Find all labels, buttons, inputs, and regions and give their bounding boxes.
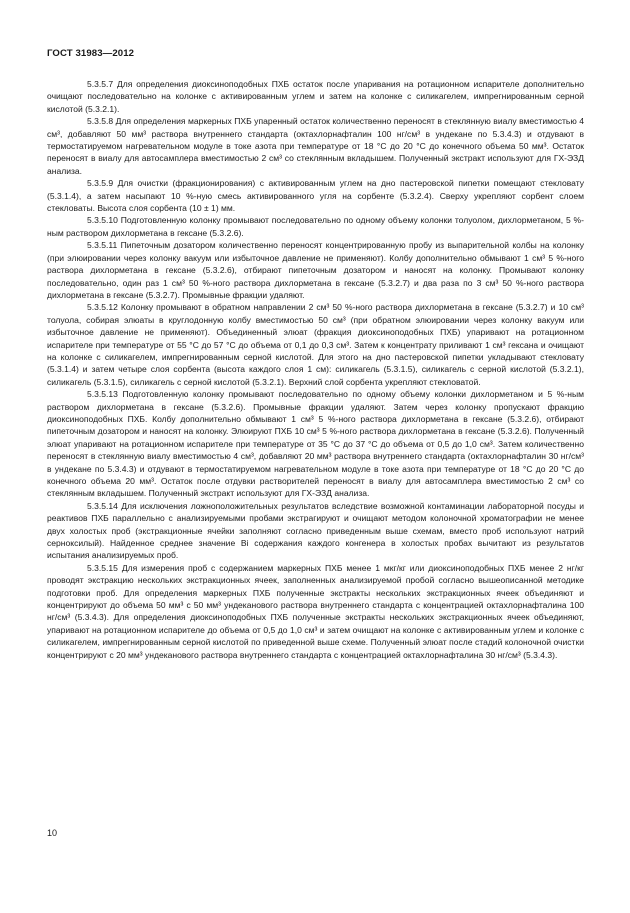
paragraph-5-3-5-12: 5.3.5.12 Колонку промывают в обратном направлении 2 см³ 50 %-ного раствора дихлорметана в гексане (5.3.2.7) и 10 см³ толуола, собирая элюаты в круглодонную колбу вместимостью 50 см³ (при обратном элюировании через колонку вакуум или избыточное давление не применяют). Объединенный элюат (фракция диоксиноподобных ПХБ) упаривают на ротационном испарителе при температуре от 55 °С до 57 °С до объема от 0,1 до 0,3 см³. Затем к концентрату приливают 1 см³ гексана и очищают на колонке с силикагелем, импрегнированным серной кислотой. Для этого на дно пастеровской пипетки укладывают стекловату (5.3.1.4) и затем четыре слоя сорбента (высота каждого слоя 1 см): силикагель (5.3.1.5), силикагель с серной кислотой (5.3.2.1), силикагель (5.3.1.5), силикагель с серной кислотой (5.3.2.1). Верхний слой сорбента укрепляют стекловатой. <box>47 302 584 387</box>
paragraph-5-3-5-8: 5.3.5.8 Для определения маркерных ПХБ упаренный остаток количественно переносят в стеклянную виалу вместимостью 4 см³, добавляют 50 мм³ раствора внутреннего стандарта (октахлорнафталин 100 нг/см³ в ундекане по 5.3.4.3) и отдувают в термостатируемом нагревательном модуле в токе азота при температуре от 18 °С до 20 °С до конечного объема 50 мм³. Остаток переносят в виалу для автосамплера вместимостью 2 см³ со стеклянным вкладышем. Полученный экстракт используют для ГХ-ЭЗД анализа. <box>47 116 584 176</box>
paragraph-5-3-5-10: 5.3.5.10 Подготовленную колонку промывают последовательно по одному объему колонки толуолом, дихлорметаном, 5 %-ным раствором дихлорметана в гексане (5.3.2.6). <box>47 215 584 238</box>
paragraph-5-3-5-15: 5.3.5.15 Для измерения проб с содержанием маркерных ПХБ менее 1 мкг/кг или диоксиноподобных ПХБ менее 2 нг/кг проводят экстракцию нескольких экстракционных ячеек, заполненных анализируемой пробой согласно вышеописанной методике подготовки проб. Для определения маркерных ПХБ полученные экстракты нескольких экстракционных ячеек объединяют и концентрируют до объема 50 мм³ с 50 мм³ ундеканового раствора внутреннего стандарта с концентрацией октахлорнафталина 100 нг/см³ (5.3.4.3). Для определения диоксиноподобных ПХБ полученные экстракты нескольких экстракционных ячеек объединяют, упаривают на ротационном испарителе до объема от 0,5 до 1,0 см³ и затем очищают на колонке с активированным углем и колонке с силикагелем, импрегнированным серной кислотой по приведенной выше схеме. Полученный элюат после стадий колоночной очистки концентрируют с 20 мм³ ундеканового раствора внутреннего стандарта с концентрацией октахлорнафталина 30 нг/см³ (5.3.4.3). <box>47 562 584 660</box>
paragraph-5-3-5-9: 5.3.5.9 Для очистки (фракционирования) с активированным углем на дно пастеровской пипетки помещают стекловату (5.3.1.4), а затем насыпают 10 %-ную смесь активированного угля на сорбенте (5.3.2.4). Сверху укрепляют сорбент слоем стекловаты. Высота слоя сорбента (10 ± 1) мм. <box>47 178 584 214</box>
paragraph-5-3-5-11: 5.3.5.11 Пипеточным дозатором количественно переносят концентрированную пробу из выпарительной колбы на колонку (при элюировании через колонку вакуум или избыточное давление не применяют). Колбу дополнительно обмывают 1 см³ 5 %-ного раствора дихлорметана в гексане (5.3.2.6), отбирают пипеточным дозатором и наносят на колонку. Промывают колонку последовательно, один раз 1 см³ 50 %-ного раствора дихлорметана в гексане (5.3.2.7) и два раза по 3 см³ 50 %-ного раствора дихлорметана в гексане (5.3.2.7). Промывные фракции удаляют. <box>47 240 584 300</box>
paragraph-5-3-5-14: 5.3.5.14 Для исключения ложноположительных результатов вследствие возможной контаминации лабораторной посуды и реактивов ПХБ параллельно с анализируемыми пробами экстрагируют и очищают методом колоночной хроматографии не менее двух холостых проб (экстракционные ячейки заполняют согласно приведенным выше схемам, вместо проб используют натрий серноксилый). Найденное среднее значение Bi содержания каждого конгенера в холостых пробах вычитают из результатов испытания анализируемых проб. <box>47 500 584 561</box>
page-number: 10 <box>47 828 58 838</box>
document-body <box>47 78 584 661</box>
paragraph-5-3-5-13: 5.3.5.13 Подготовленную колонку промывают последовательно по одному объему колонки дихлорметаном и 5 %-ным раствором дихлорметана в гексане (5.3.2.6). Промывные фракции удаляют. Затем через колонку пропускают фракцию диоксиноподобных ПХБ. Колбу дополнительно обмывают 1 см³ 5 %-ного раствора дихлорметана в гексане (5.3.2.6), отбирают пипеточным дозатором и наносят на колонку. Элюируют ПХБ 10 см³ 5 %-ного раствора дихлорметана в гексане (5.3.2.6). Полученный элюат упаривают на ротационном испарителе при температуре от 35 °С до 37 °С до объема от 0,5 до 1,0 см³. Затем количественно переносят в стеклянную виалу вместимостью 4 см³, добавляют 20 мм³ раствора внутреннего стандарта (октахлорнафталин 30 нг/см³ в ундекане по 5.3.4.3) и отдувают в термостатируемом нагревательном модуле в токе азота при температуре от 18 °С до 20 °С до конечного объема 20 мм³. Остаток после отдувки растворителей переносят в виалу для автосамплера вместимостью 2 см³ со стеклянным вкладышем. Полученный экстракт используют для ГХ-ЭЗД анализа. <box>47 389 584 499</box>
document-header: ГОСТ 31983—2012 <box>47 48 135 59</box>
paragraph-5-3-5-7: 5.3.5.7 Для определения диоксиноподобных ПХБ остаток после упаривания на ротационном испарителе дополнительно очищают последовательно на колонке с активированным углем и затем на колонке с силикагелем, импрегнированным серной кислотой (5.3.2.1). <box>47 79 584 114</box>
